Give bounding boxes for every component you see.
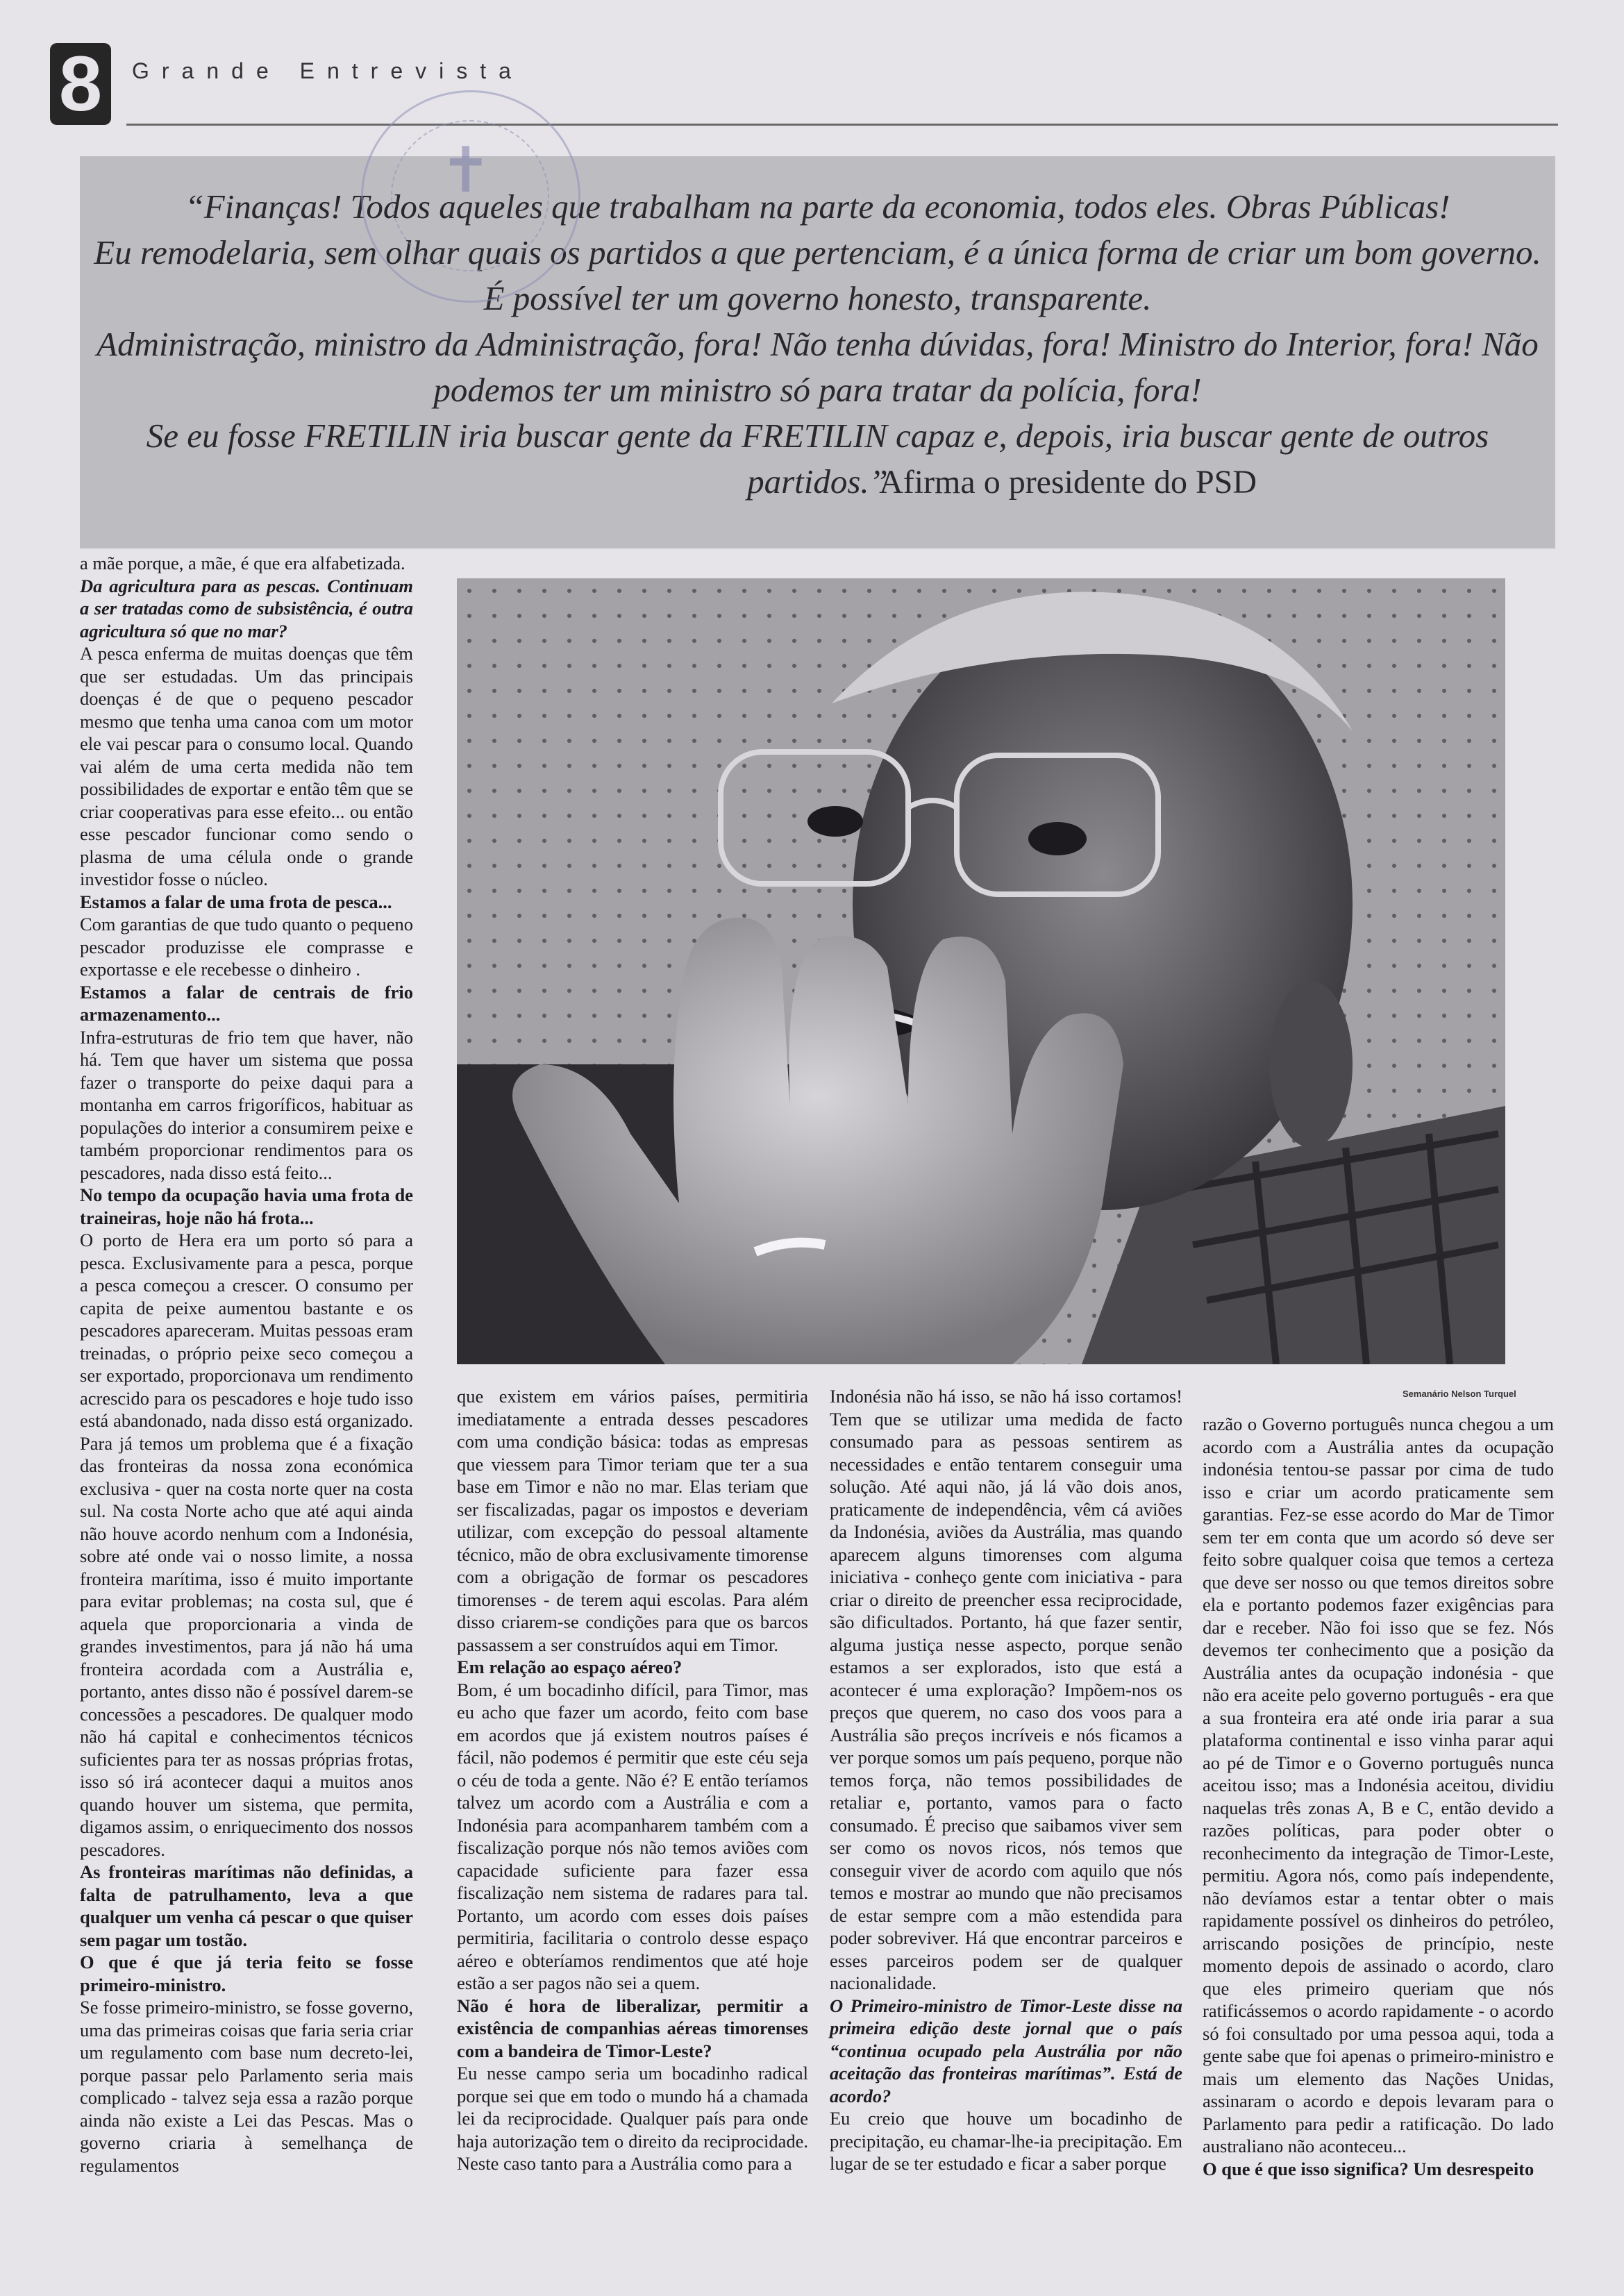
- pull-quote-box: [80, 156, 1555, 548]
- answer-paragraph: Indonésia não há isso, se não há isso cortamos! Tem que se utilizar uma medida de facto consumado para as pessoas sentirem as necessidades e então tentarem conseguir uma solução. Até aqui não, já lá vão dois anos, praticamente de independência, vêm cá aviões da Indonésia, aviões da Austrália, mas quando aparecem alguns timorenses com alguma iniciativa - conheço gente com iniciativa - para criar o direito de preencher essa reciprocidade, são dificultados. Portanto, há que fazer sentir, alguma justiça nesse aspecto, porque senão estamos a ser explorados, isto que está a acontecer é uma exploração? Impõem-nos os preços que querem, no caso dos voos para a Austrália são preços incríveis e nós ficamos a ver porque somos um país pequeno, porque não temos força, não temos possibilidades de retaliar e, portanto, vamos para o facto consumado. É preciso que saibamos viver sem ser como os novos ricos, nós temos que conseguir viver de acordo com aquilo que nós temos e mostrar ao mundo que não precisamos de estar sempre com a mão estendida para poder sobreviver. Há que encontrar parceiros e esses parceiros podem ser de qualquer nacionalidade.: [830, 1386, 1182, 1993]
- pull-quote-line: Eu remodelaria, sem olhar quais os partidos a que pertenciam, é a única forma de criar um bom governo.: [94, 233, 1541, 271]
- pull-quote-line: É possível ter um governo honesto, transparente.: [483, 279, 1152, 317]
- interview-question: Estamos a falar de centrais de frio armazenamento...: [80, 981, 413, 1025]
- ink-stamp: [361, 90, 580, 303]
- answer-paragraph: Infra-estruturas de frio tem que haver, não há. Tem que haver um sistema que possa fazer o transporte do peixe daqui para a montanha em carros frigoríficos, habituar as populações do interior a consumirem peixe e também proporcionar rendimentos para os pescadores, nada disso está feito...: [80, 1026, 413, 1183]
- article-column-3: [830, 1385, 1182, 2175]
- pull-quote: [80, 184, 1555, 505]
- interview-question: O que é que já teria feito se fosse primeiro-ministro.: [80, 1952, 413, 1995]
- answer-paragraph: Com garantias de que tudo quanto o pequeno pescador produzisse ele comprasse e exportasse e ele recebesse o dinheiro .: [80, 914, 413, 980]
- photo-credit: Semanário Nelson Turquel: [1403, 1389, 1516, 1399]
- answer-paragraph: Bom, é um bocadinho difícil, para Timor, mas eu acho que fazer um acordo, feito com base em acordos que já existem noutros países é fácil, não podemos é permitir que este céu seja o céu de toda a gente. Não é? E então teríamos talvez um acordo com a Austrália e com a Indonésia para acompanharem também com a fiscalização porque nós não temos aviões com capacidade suficiente para fazer essa fiscalização nem sistema de radares para tal. Portanto, um acordo com esses dois países permitiria, facilitaria o controlo desse espaço aéreo e obteríamos rendimentos que até hoje estão a ser pagos não sei a quem.: [457, 1679, 808, 1993]
- header-rule: [126, 124, 1558, 126]
- interview-question: Da agricultura para as pescas. Continuam a ser tratadas como de subsistência, é outra agricultura só que no mar?: [80, 575, 413, 642]
- interview-question: As fronteiras marítimas não definidas, a falta de patrulhamento, leva a que qualquer um venha cá pescar o que quiser sem pagar um tostão.: [80, 1861, 413, 1950]
- photo-illustration: [457, 578, 1505, 1364]
- answer-paragraph: a mãe porque, a mãe, é que era alfabetizada.: [80, 553, 405, 573]
- answer-paragraph: O porto de Hera era um porto só para a pesca. Exclusivamente para a pesca, porque a pesca começou a crescer. O consumo per capita de peixe aumentou bastante e os pescadores apareceram. Muitas pessoas eram treinadas, o próprio peixe seco começou a ser exportado, proporcionava um rendimento acrescido para os pescadores e hoje tudo isso está abandonado, nada disso está organizado. Para já temos um problema que é a fixação das fronteiras da nossa zona económica exclusiva - quer na costa norte quer na costa sul. Na costa Norte acho que até aqui ainda não houve acordo nenhum com a Indonésia, sobre até onde vai o nosso limite, a nossa fronteira marítima, isso é muito importante para evitar problemas; na costa sul, que é aquela que proporcionaria a vinda de grandes investimentos, para já não há uma fronteira acordada com a Austrália e, portanto, antes disso não é possível darem-se concessões a pescadores. De qualquer modo não há capital e conhecimentos técnicos suficientes para ter as nossas próprias frotas, isso só irá acontecer daqui a muitos anos quando houver um sistema, que permita, digamos assim, o enriquecimento dos nossos pescadores.: [80, 1230, 413, 1860]
- stamp-emblem-icon: ✝: [440, 134, 492, 207]
- interview-question: Não é hora de liberalizar, permitir a existência de companhias aéreas timorenses com a bandeira de Timor-Leste?: [457, 1995, 808, 2061]
- answer-paragraph: Eu nesse campo seria um bocadinho radical porque sei que em todo o mundo há a chamada lei da reciprocidade. Qualquer país para onde haja autorização tem o direito da reciprocidade. Neste caso tanto para a Austrália como para a: [457, 2063, 808, 2174]
- pull-quote-line: Administração, ministro da Administração, fora! Não tenha dúvidas, fora! Ministro do Interior, fora! Não podemos ter um ministro só para tratar da polícia, fora!: [97, 325, 1539, 409]
- article-column-2: [457, 1385, 808, 2175]
- article-column-4: [1203, 1413, 1554, 2180]
- interview-photo: [457, 578, 1505, 1364]
- pull-quote-attribution: Afirma o presidente do PSD: [879, 464, 1257, 501]
- page-number: 8: [50, 43, 111, 125]
- interview-question: O Primeiro-ministro de Timor-Leste disse na primeira edição deste jornal que o país “continua ocupado pela Austrália por não aceitação das fronteiras marítimas”. Está de acordo?: [830, 1995, 1182, 2106]
- pull-quote-line: Se eu fosse FRETILIN iria buscar gente da FRETILIN capaz e, depois, iria buscar gente de outros partidos.”: [146, 417, 1489, 501]
- answer-paragraph: Se fosse primeiro-ministro, se fosse governo, uma das primeiras coisas que faria seria criar um regulamento com base num decreto-lei, porque passar pelo Parlamento seria mais complicado - talvez seja essa a razão porque ainda não existe a Lei das Pescas. Mas o governo criaria à semelhança de regulamentos: [80, 1997, 413, 2176]
- interview-question: O que é que isso significa? Um desrespeito: [1203, 2158, 1534, 2179]
- answer-paragraph: que existem em vários países, permitiria imediatamente a entrada desses pescadores com uma condição básica: todas as empresas que viessem para Timor teriam que ter a sua base em Timor e não no mar. Elas teriam que ser fiscalizadas, pagar os impostos e deveriam utilizar, com excepção do pessoal altamente técnico, mão de obra exclusivamente timorense com a obrigação de formar os pescadores timorenses - de terem aqui escolas. Para além disso criarem-se condições para que os barcos passassem a ser construídos aqui em Timor.: [457, 1386, 808, 1655]
- answer-paragraph: Eu creio que houve um bocadinho de precipitação, eu chamar-lhe-ia precipitação. Em lugar de se ter estudado e ficar a saber porque: [830, 2108, 1182, 2174]
- pull-quote-line: “Finanças! Todos aqueles que trabalham na parte da economia, todos eles. Obras Públicas!: [185, 187, 1450, 226]
- article-column-1: [80, 552, 413, 2177]
- answer-paragraph: A pesca enferma de muitas doenças que têm que ser estudadas. Um das principais doenças é de que o pequeno pescador mesmo que tenha uma canoa com um motor ele vai pescar para o consumo local. Quando vai além de uma certa medida não tem possibilidades de exportar e então têm que se criar cooperativas para esse efeito... ou então esse pescador funcionar como sendo o plasma de uma célula onde o grande investidor fosse o núcleo.: [80, 643, 413, 889]
- interview-question: No tempo da ocupação havia uma frota de traineiras, hoje não há frota...: [80, 1184, 413, 1228]
- interview-question: Em relação ao espaço aéreo?: [457, 1657, 683, 1677]
- interview-question: Estamos a falar de uma frota de pesca...: [80, 891, 392, 912]
- answer-paragraph: razão o Governo português nunca chegou a um acordo com a Austrália antes da ocupação indonésia tentou-se passar por cima de tudo isso e criar um acordo praticamente sem garantias. Fez-se esse acordo do Mar de Timor sem ter em conta que um acordo só deve ser feito sobre qualquer coisa que temos a certeza que deve ser nosso ou que temos direitos sobre ela e portanto podemos fazer exigências para dar e receber. Não foi isso que se fez. Nós devemos ter conhecimento que a posição da Austrália antes da ocupação indonésia - que não era aceite pelo governo português - era que a sua fronteira era até onde iria parar a sua plataforma continental e isso vinha parar aqui ao pé de Timor e o Governo português nunca aceitou isso; mas a Indonésia aceitou, dividiu naquelas três zonas A, B e C, então devido a razões políticas, para poder obter o reconhecimento da integração de Timor-Leste, permitiu. Agora nós, como país independente, não devíamos estar a tentar obter o mais rapidamente possível os dinheiros do petróleo, arriscando posições de princípio, neste momento depois de assinado o acordo, claro que eles primeiro queriam que nós ratificássemos o acordo rapidamente - o acordo só foi consultado por uma pessoa aqui, toda a gente sabe que foi apenas o primeiro-ministro e mais um elemento das Nações Unidas, assinaram o acordo e depois levaram para o Parlamento para pedir a ratificação. Do lado australiano não aconteceu...: [1203, 1414, 1554, 2156]
- section-title: Grande Entrevista: [132, 58, 524, 83]
